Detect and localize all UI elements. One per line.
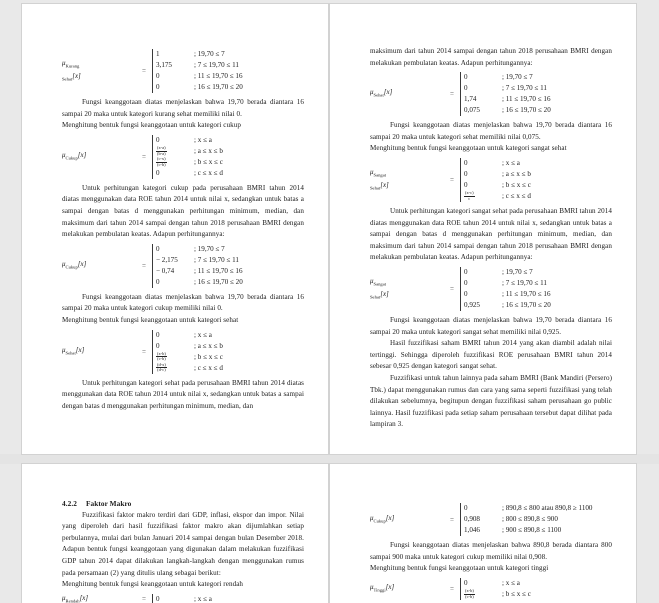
fraction-numerator: (x-b): [157, 350, 166, 356]
formula-label-line-1: $\mu_{Sangat}$: [370, 276, 387, 286]
paragraph: Menghitung bentuk fungsi keanggotaan untuk kategori sehat: [62, 315, 239, 324]
paragraph: Menghitung bentuk fungsi keanggotaan untuk kategori cukup: [62, 121, 241, 130]
formula-case-value: 0,908: [464, 515, 480, 523]
fraction-numerator: (x-a): [157, 145, 166, 151]
formula-case-value: 3,175: [156, 61, 172, 69]
formula-case-condition: ; x ≤ a: [502, 158, 520, 167]
formula-case-row: [464, 267, 551, 278]
formula-label-line-1: $\mu_{Tinggi}[x]$: [370, 583, 395, 593]
formula-label-subscript: Sehat: [373, 92, 384, 98]
formula-case-value: [464, 191, 498, 202]
formula-case-row: [464, 169, 531, 180]
membership-function-formula: [62, 594, 304, 603]
formula-label-line-1: $\mu_{Kurang}$: [62, 58, 80, 68]
formula-case-condition: ; a ≤ x ≤ b: [502, 169, 531, 178]
formula-case-row: [156, 363, 223, 374]
formula-label-argument: [x]: [380, 180, 389, 189]
section-number: 4.2.2: [62, 499, 77, 508]
formula-case-condition: ; x ≤ a: [194, 330, 212, 339]
formula-case-value: 0: [156, 594, 160, 603]
formula-label: [62, 346, 136, 357]
formula-case-row: [156, 266, 243, 277]
paragraph: Untuk perhitungan kategori cukup pada perusahaan BMRI tahun 2014 diatas menggunakan data ROE tahun 2014 untuk nilai x, sedangkan untuk batas a sampai dengan batas d menggunakan perhitungan minimum, median, dan maksimum dari tahun 2014 sampai dengan tahun 2018 perusahaan BMRI dengan melakukan pembulatan keatas. Adapun perhitungannya:: [62, 183, 304, 239]
formula-case-condition: ; 19,70 ≤ 7: [502, 73, 533, 82]
formula-case-value: 0: [156, 330, 160, 339]
formula-label-line-2: [62, 72, 136, 83]
formula-brace: [152, 330, 223, 374]
formula-case-row: [156, 330, 223, 341]
equals-sign: =: [142, 152, 146, 161]
equals-sign: =: [142, 347, 146, 356]
formula-case-value: − 2,175: [156, 255, 178, 264]
formula-cases: [156, 594, 212, 603]
paragraph: Fungsi keanggotaan diatas menjelaskan bahwa 890,8 berada diantara 800 sampai 900 maka untuk kategori cukup memiliki nilai 0,908.: [370, 541, 612, 561]
formula-case-value: 0,925: [464, 300, 480, 309]
formula-cases: [464, 267, 551, 311]
formula-case-row: [464, 105, 551, 116]
equals-sign: =: [450, 584, 454, 593]
membership-function-formula: [370, 158, 612, 202]
formula-case-condition: ; 7 ≤ 19,70 ≤ 11: [194, 61, 239, 69]
formula-case-condition: ; 19,70 ≤ 7: [194, 50, 225, 58]
formula-case-value: 1: [156, 50, 160, 58]
formula-case-value: 0: [156, 83, 160, 91]
fraction: [464, 191, 475, 201]
formula-case-condition: ; c ≤ x ≤ d: [194, 168, 223, 177]
formula-cases: [156, 330, 223, 374]
formula-case-condition: ; 16 ≤ 19,70 ≤ 20: [502, 300, 551, 309]
formula-case-row: [156, 49, 243, 60]
formula-brace: [152, 135, 223, 179]
fraction-denominator: c: [468, 195, 471, 201]
fraction-denominator: (d-c): [157, 367, 166, 373]
formula-label-subscript: Rendah: [65, 598, 80, 603]
paragraph: maksimum dari tahun 2014 sampai dengan tahun 2018 perusahaan BMRI dengan melakukan pembulatan keatas. Adapun perhitungannya:: [370, 47, 612, 67]
paragraph: Untuk perhitungan kategori sangat sehat pada perusahaan BMRI tahun 2014 diatas menggunakan data ROE tahun 2014 untuk nilai x, sedangkan untuk batas a sampai dengan batas d menggunakan perhitungan minimum, median, dan maksimum dari tahun 2014 sampai dengan tahun 2018 perusahaan BMRI dengan melakukan pembulatan keatas. Adapun perhitungannya:: [370, 206, 612, 262]
formula-case-row: [464, 278, 551, 289]
formula-label: [370, 88, 444, 99]
formula-label-line-1: $\mu_{Cukup}[x]$: [370, 513, 395, 524]
formula-case-condition: ; 900 ≤ 890,8 ≤ 1100: [502, 526, 562, 534]
formula-case-value: 0: [464, 158, 468, 167]
formula-case-condition: ; 11 ≤ 19,70 ≤ 16: [502, 95, 551, 104]
equals-sign: =: [450, 284, 454, 293]
section-title: Faktor Makro: [85, 499, 132, 508]
formula-case-row: [156, 277, 243, 288]
formula-label-subscript-2: Sehat: [370, 294, 381, 300]
formula-case-value: 0: [464, 180, 468, 189]
formula-case-condition: ; 11 ≤ 19,70 ≤ 16: [194, 72, 243, 80]
formula-case-row: [156, 60, 243, 71]
formula-case-condition: ; x ≤ a: [194, 135, 212, 144]
membership-function-formula: [370, 267, 612, 311]
formula-case-row: [464, 191, 531, 202]
formula-cases: [156, 244, 243, 288]
formula-case-condition: ; x ≤ a: [502, 578, 520, 587]
paragraph: Hasil fuzzifikasi saham BMRI tahun 2014 yang akan diambil adalah nilai tertinggi. Sehingga diperoleh fuzzifikasi ROE perusahaan BMRI tahun 2014 sebesar 0,925 dengan kategori sangat sehat.: [370, 339, 612, 371]
formula-case-row: [464, 289, 551, 300]
formula-case-value: [156, 157, 190, 168]
formula-label-line-2: [370, 290, 444, 301]
membership-function-formula: [370, 503, 612, 536]
formula-case-condition: ; 890,8 ≤ 800 atau 890,8 ≥ 1100: [502, 504, 593, 512]
formula-case-value: 0: [156, 168, 160, 177]
formula-case-condition: ; 11 ≤ 19,70 ≤ 16: [194, 266, 243, 275]
formula-case-value: [464, 589, 498, 600]
fraction-numerator: (d-x): [157, 361, 166, 367]
membership-function-formula: [62, 244, 304, 288]
fraction-denominator: (c-b): [157, 161, 166, 167]
formula-case-value: 1,046: [464, 526, 480, 534]
formula-case-value: 0: [464, 267, 468, 276]
formula-case-value: 0: [464, 73, 468, 82]
fraction-denominator: (c-b): [465, 593, 474, 599]
formula-label-argument: [x]: [77, 151, 87, 160]
paragraph: Fungsi keanggotaan diatas menjelaskan bahwa 19,70 berada diantara 16 sampai 20 maka untuk kategori kurang sehat memiliki nilai 0.: [62, 98, 304, 118]
formula-label-subscript: Sehat: [65, 350, 76, 356]
paragraph: Untuk perhitungan kategori sehat pada perusahaan BMRI tahun 2014 diatas menggunakan data ROE tahun 2014 untuk nilai x, sedangkan untuk batas a sampai dengan batas d menggunakan perhitungan minimum, median, dan: [62, 378, 304, 410]
formula-case-condition: ; 16 ≤ 19,70 ≤ 20: [194, 83, 243, 91]
formula-brace: [460, 503, 592, 536]
formula-case-value: 0: [156, 341, 160, 350]
paragraph: Fuzzifikasi faktor makro terdiri dari GDP, inflasi, ekspor dan impor. Nilai yang diperoleh dari hasil fuzzifikasi faktor makro akan dijumlahkan setiap perbulannya, mulai dari bulan Januari 2014 sampai dengan bulan Desember 2018. Adapun bentuk fungsi keanggotaan yang digunakan dalam melakukan fuzzifikasi GDP tahun 2014 dapat dilakukan langkah-langkah dengan menggunakan rumus pada persamaan (2) yang ditulis ulang sebagai berikut:: [62, 510, 304, 577]
formula-case-row: [156, 71, 243, 82]
formula-label: [370, 168, 444, 193]
document-page-1[interactable]: [22, 4, 328, 454]
formula-label-line-1: $\mu_{Cukup}[x]$: [62, 151, 87, 161]
formula-case-condition: ; b ≤ x ≤ c: [194, 352, 223, 361]
formula-case-row: [156, 341, 223, 352]
formula-label-subscript-2: Sehat: [370, 185, 381, 191]
formula-case-value: 0: [156, 135, 160, 144]
formula-case-row: [464, 180, 531, 191]
formula-label: [62, 594, 136, 603]
paragraph: Fungsi keanggotaan diatas menjelaskan bahwa 19,70 berada diantara 16 sampai 20 maka untuk kategori cukup memiliki nilai 0.: [62, 292, 304, 313]
equals-sign: =: [142, 67, 146, 75]
formula-label-argument: [x]: [75, 345, 85, 354]
formula-case-row: [156, 594, 212, 603]
formula-case-row: [156, 255, 243, 266]
formula-cases: [464, 503, 592, 536]
formula-brace: [152, 244, 243, 288]
formula-label-line-1: $\mu_{Sehat}[x]$: [370, 88, 393, 98]
fraction: [156, 363, 167, 373]
formula-brace: [460, 267, 551, 311]
formula-case-value: 0: [156, 72, 160, 80]
fraction-denominator: (b-a): [157, 150, 166, 156]
formula-case-row: [156, 135, 223, 146]
fraction: [156, 157, 167, 167]
formula-case-value: 0: [156, 277, 160, 286]
formula-case-condition: ; x ≤ a: [194, 594, 212, 603]
formula-case-condition: ; b ≤ x ≤ c: [502, 589, 531, 598]
formula-case-row: [156, 157, 223, 168]
formula-case-row: [464, 300, 551, 311]
fraction: [156, 146, 167, 156]
document-page-3[interactable]: [22, 464, 328, 603]
formula-label-line-1: $\mu_{Cukup}[x]$: [62, 260, 87, 270]
formula-brace: [460, 158, 531, 202]
formula-case-row: [464, 94, 551, 105]
formula-label-line-2: [370, 181, 444, 192]
formula-case-condition: ; a ≤ x ≤ b: [194, 341, 223, 350]
formula-case-value: − 0,74: [156, 266, 175, 275]
formula-case-value: 1,74: [464, 95, 477, 104]
membership-function-formula: [62, 330, 304, 374]
formula-label-subscript: Sangat: [373, 280, 387, 286]
formula-label: [62, 151, 136, 162]
formula-brace: [152, 594, 212, 603]
equals-sign: =: [450, 515, 454, 524]
formula-case-condition: ; a ≤ x ≤ b: [194, 146, 223, 155]
paragraph: Menghitung bentuk fungsi keanggotaan untuk kategori sangat sehat: [370, 144, 567, 153]
formula-case-row: [464, 525, 592, 536]
page-gutter: [0, 454, 659, 464]
formula-case-value: [156, 363, 190, 374]
formula-case-value: 0: [464, 578, 468, 587]
formula-label-subscript: Cukup: [373, 518, 386, 524]
fraction-denominator: (c-b): [157, 356, 166, 362]
fraction: [156, 352, 167, 362]
formula-label-argument: [x]: [383, 88, 393, 97]
formula-case-value: 0: [464, 504, 468, 512]
fraction-numerator: (c-x): [157, 156, 166, 162]
membership-function-formula: [62, 49, 304, 93]
formula-label: [62, 59, 136, 84]
fraction-numerator: (x-b): [465, 588, 474, 594]
paragraph: Fuzzifikasi untuk tahun lainnya pada saham BMRI (Bank Mandiri (Persero) Tbk.) dapat menggunakan rumus dan cara yang sama seperti fuzzifikasi yang telah dilakukan sebelumnya, begitupun dengan fuzzifikasi saham perusahaan go public lainnya. Hasil fuzzifikasi pada setiap saham perusahaan tersebut dapat dilihat pada lampiran 3.: [370, 373, 612, 429]
formula-case-row: [156, 146, 223, 157]
formula-case-row: [464, 503, 592, 514]
formula-label-subscript: Cukup: [65, 264, 78, 270]
formula-cases: [464, 158, 531, 202]
formula-label-argument: [x]: [72, 72, 81, 80]
formula-case-condition: ; 7 ≤ 19,70 ≤ 11: [502, 84, 547, 93]
formula-brace: [460, 72, 551, 116]
formula-label-subscript: Kurang: [65, 63, 80, 68]
formula-label-subscript: Tinggi: [373, 587, 386, 593]
formula-case-condition: ; 16 ≤ 19,70 ≤ 20: [502, 106, 551, 115]
formula-label-line-1: $\mu_{Sangat}$: [370, 167, 387, 177]
formula-case-condition: ; 16 ≤ 19,70 ≤ 20: [194, 277, 243, 286]
formula-case-value: 0: [464, 169, 468, 178]
formula-cases: [156, 135, 223, 179]
formula-label-line-1: $\mu_{Sehat}[x]$: [62, 345, 85, 356]
document-page-4[interactable]: [330, 464, 636, 603]
formula-case-row: [156, 82, 243, 93]
formula-case-row: [156, 168, 223, 179]
formula-label-argument: [x]: [79, 593, 89, 602]
membership-function-formula: [370, 72, 612, 116]
formula-label: [62, 260, 136, 271]
formula-case-row: [464, 83, 551, 94]
formula-case-condition: ; 19,70 ≤ 7: [502, 267, 533, 276]
formula-case-value: 0: [464, 84, 468, 93]
document-page-2[interactable]: [330, 4, 636, 454]
formula-case-condition: ; 11 ≤ 19,70 ≤ 16: [502, 289, 551, 298]
equals-sign: =: [142, 261, 146, 270]
formula-case-value: 0: [156, 244, 160, 253]
formula-case-condition: ; c ≤ x ≤ d: [502, 191, 531, 200]
formula-brace: [460, 578, 531, 600]
formula-case-row: [156, 352, 223, 363]
formula-label-subscript: Cukup: [65, 155, 78, 161]
equals-sign: =: [450, 175, 454, 184]
formula-case-condition: ; c ≤ x ≤ d: [194, 363, 223, 372]
formula-case-value: 0: [464, 289, 468, 298]
formula-case-value: 0,075: [464, 106, 480, 115]
paragraph: Menghitung bentuk fungsi keanggotaan untuk kategori tinggi: [370, 564, 549, 573]
formula-label-subscript: Sangat: [373, 171, 387, 177]
formula-case-row: [464, 158, 531, 169]
membership-function-formula: [370, 578, 612, 600]
fraction: [464, 589, 475, 599]
formula-label-argument: [x]: [385, 513, 395, 522]
formula-case-condition: ; b ≤ x ≤ c: [194, 157, 223, 166]
formula-case-condition: ; 19,70 ≤ 7: [194, 244, 225, 253]
paragraph: Fungsi keanggotaan diatas menjelaskan bahwa 19,70 berada diantara 16 sampai 20 maka untuk kategori sangat sehat memiliki nilai 0,925.: [370, 315, 612, 336]
formula-label-subscript-2: Sehat: [62, 76, 73, 82]
formula-brace: [152, 49, 243, 93]
formula-label: [370, 583, 444, 594]
formula-case-condition: ; b ≤ x ≤ c: [502, 180, 531, 189]
formula-case-condition: ; 7 ≤ 19,70 ≤ 11: [502, 278, 547, 287]
formula-label-line-1: $\mu_{Rendah}[x]$: [62, 593, 89, 603]
paragraph: Fungsi keanggotaan diatas menjelaskan bahwa 19,70 berada diantara 16 sampai 20 maka untuk kategori sehat memiliki nilai 0,075.: [370, 121, 612, 141]
formula-label-argument: [x]: [380, 289, 389, 298]
formula-case-condition: ; 800 ≤ 890,8 ≤ 900: [502, 515, 558, 523]
formula-case-row: [464, 514, 592, 525]
formula-cases: [464, 72, 551, 116]
fraction-numerator: (x-c): [465, 190, 474, 196]
equals-sign: =: [450, 90, 454, 99]
formula-case-row: [464, 578, 531, 589]
formula-label-argument: [x]: [77, 260, 87, 269]
formula-label: [370, 277, 444, 302]
formula-label-argument: [x]: [385, 583, 395, 592]
paragraph: Menghitung bentuk fungsi keanggotaan untuk kategori rendah: [62, 580, 244, 589]
formula-case-condition: ; 7 ≤ 19,70 ≤ 11: [194, 255, 239, 264]
formula-label: [370, 514, 444, 525]
section-heading: [62, 498, 304, 510]
membership-function-formula: [62, 135, 304, 179]
formula-case-row: [156, 244, 243, 255]
equals-sign: =: [142, 595, 146, 603]
formula-case-row: [464, 72, 551, 83]
formula-case-value: 0: [464, 278, 468, 287]
formula-case-row: [464, 589, 531, 600]
formula-cases: [156, 49, 243, 93]
formula-cases: [464, 578, 531, 600]
